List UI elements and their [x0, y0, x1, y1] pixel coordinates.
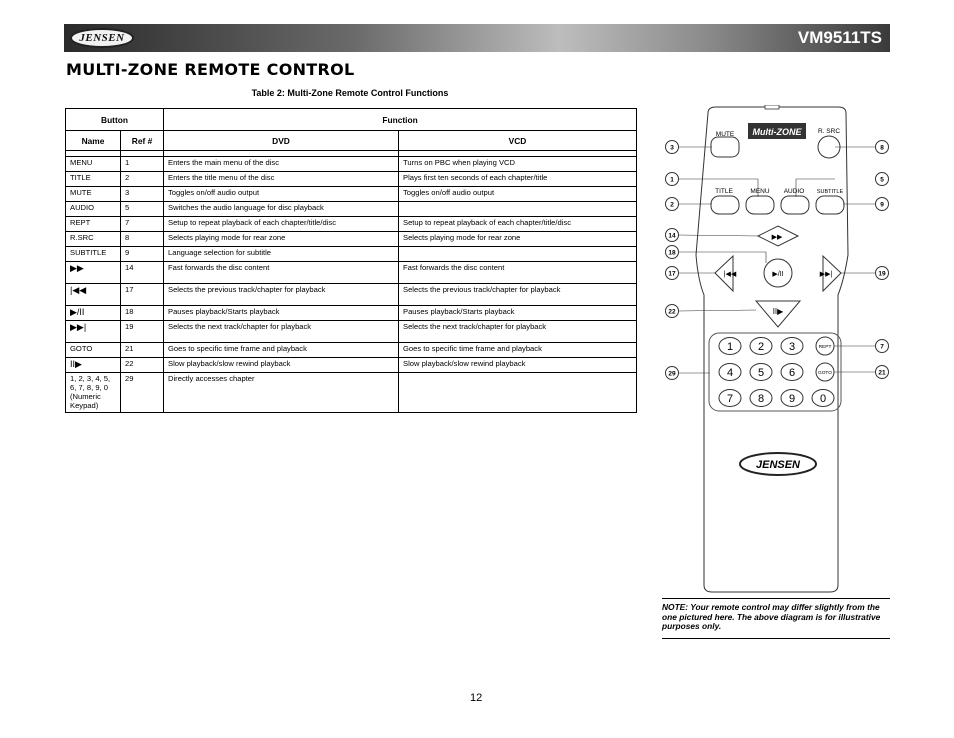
table-row	[66, 284, 637, 306]
remote-logo-text: JENSEN	[755, 459, 801, 471]
functions-table	[65, 108, 637, 413]
remote-diagram	[660, 105, 900, 595]
callout-number: 17	[668, 270, 676, 278]
table-row	[66, 217, 637, 232]
audio-label: AUDIO	[783, 188, 805, 195]
callout-number: 29	[668, 370, 676, 378]
cell-dvd: Setup to repeat playback of each chapter/title/disc	[164, 217, 399, 232]
callout-number: 5	[880, 176, 884, 184]
cell-dvd: Slow playback/slow rewind playback	[164, 358, 399, 373]
cell-vcd: Turns on PBC when playing VCD	[399, 157, 637, 172]
cell-vcd: Goes to specific time frame and playback	[399, 343, 637, 358]
jensen-logo	[70, 28, 134, 48]
cell-dvd: Goes to specific time frame and playback	[164, 343, 399, 358]
cell-vcd: Selects the next track/chapter for playback	[399, 321, 637, 343]
cell-ref: 1	[121, 157, 164, 172]
cell-dvd: Pauses playback/Starts playback	[164, 306, 399, 321]
cell-name: 1, 2, 3, 4, 5, 6, 7, 8, 9, 0 (Numeric Keypad)	[66, 373, 121, 413]
cell-ref: 7	[121, 217, 164, 232]
table-row	[66, 262, 637, 284]
cell-ref: 14	[121, 262, 164, 284]
table-row	[66, 247, 637, 262]
header-bar	[64, 24, 890, 52]
callout-number: 14	[668, 232, 676, 240]
mute-button[interactable]	[711, 137, 739, 157]
cell-dvd: Selects the next track/chapter for playback	[164, 321, 399, 343]
cell-vcd: Setup to repeat playback of each chapter/title/disc	[399, 217, 637, 232]
prev-icon: |◀◀	[723, 271, 737, 278]
rept-label: REPT	[818, 345, 832, 350]
cell-name: AUDIO	[66, 202, 121, 217]
callout-number: 21	[878, 369, 886, 377]
keypad-digit: 6	[788, 367, 796, 379]
cell-dvd: Toggles on/off audio output	[164, 187, 399, 202]
table-caption: Table 2: Multi-Zone Remote Control Functions	[251, 88, 449, 98]
keypad-digit: 3	[788, 341, 796, 353]
cell-vcd: Slow playback/slow rewind playback	[399, 358, 637, 373]
table-row	[66, 321, 637, 343]
cell-ref: 8	[121, 232, 164, 247]
subtitle-label: SUBTITLE	[816, 189, 844, 195]
col-header-name: Name	[66, 131, 121, 151]
cell-vcd: Pauses playback/Starts playback	[399, 306, 637, 321]
cell-ref: 9	[121, 247, 164, 262]
cell-dvd: Enters the title menu of the disc	[164, 172, 399, 187]
cell-name: MUTE	[66, 187, 121, 202]
multizone-label: Multi-ZONE	[752, 127, 802, 137]
group-header-button: Button	[66, 109, 164, 131]
cell-ref: 21	[121, 343, 164, 358]
cell-vcd: Selects the previous track/chapter for playback	[399, 284, 637, 306]
cell-name: ▶▶	[66, 262, 121, 284]
callout-number: 18	[668, 249, 676, 257]
page-number: 12	[470, 692, 483, 704]
cell-dvd: Enters the main menu of the disc	[164, 157, 399, 172]
page-title: MULTI-ZONE REMOTE CONTROL	[66, 60, 355, 79]
callout-number: 2	[670, 201, 674, 209]
logo-text: JENSEN	[79, 32, 125, 44]
keypad-digit: 1	[726, 341, 734, 353]
keypad-digit: 0	[819, 393, 827, 405]
keypad-digit: 8	[757, 393, 765, 405]
cell-dvd: Directly accesses chapter	[164, 373, 399, 413]
keypad-digit: 4	[726, 367, 734, 379]
cell-vcd: Fast forwards the disc content	[399, 262, 637, 284]
cell-ref: 5	[121, 202, 164, 217]
cell-name: SUBTITLE	[66, 247, 121, 262]
col-header-dvd: DVD	[164, 131, 399, 151]
cell-name: TITLE	[66, 172, 121, 187]
cell-ref: 18	[121, 306, 164, 321]
cell-ref: 29	[121, 373, 164, 413]
cell-dvd: Selects playing mode for rear zone	[164, 232, 399, 247]
cell-ref: 3	[121, 187, 164, 202]
slow-icon: II▶	[772, 307, 784, 316]
cell-ref: 19	[121, 321, 164, 343]
cell-name: ▶▶|	[66, 321, 121, 343]
goto-label: GOTO	[817, 371, 833, 376]
callout-number: 8	[880, 144, 884, 152]
next-icon: ▶▶|	[819, 271, 833, 278]
cell-dvd: Switches the audio language for disc playback	[164, 202, 399, 217]
cell-vcd	[399, 373, 637, 413]
cell-ref: 2	[121, 172, 164, 187]
title-button[interactable]	[711, 196, 739, 214]
rsrc-label: R. SRC	[817, 128, 841, 135]
table-row	[66, 373, 637, 413]
table-row	[66, 157, 637, 172]
cell-name: R.SRC	[66, 232, 121, 247]
ir-window	[765, 105, 779, 109]
cell-vcd: Toggles on/off audio output	[399, 187, 637, 202]
cell-name: II▶	[66, 358, 121, 373]
model-name: VM9511TS	[797, 28, 882, 47]
cell-ref: 22	[121, 358, 164, 373]
cell-vcd: Plays first ten seconds of each chapter/title	[399, 172, 637, 187]
col-header-vcd: VCD	[399, 131, 637, 151]
col-header-ref: Ref #	[121, 131, 164, 151]
cell-dvd: Language selection for subtitle	[164, 247, 399, 262]
group-header-function: Function	[164, 109, 637, 131]
play-pause-icon: ▶/II	[772, 271, 784, 278]
cell-dvd: Selects the previous track/chapter for playback	[164, 284, 399, 306]
callout-number: 22	[668, 308, 676, 316]
keypad-digit: 7	[726, 393, 734, 405]
table-row	[66, 187, 637, 202]
table-row	[66, 343, 637, 358]
cell-name: |◀◀	[66, 284, 121, 306]
cell-name: MENU	[66, 157, 121, 172]
callout-number: 7	[880, 343, 884, 351]
callout-number: 3	[670, 144, 674, 152]
table-row	[66, 202, 637, 217]
table-row	[66, 172, 637, 187]
cell-vcd	[399, 202, 637, 217]
subtitle-button[interactable]	[816, 196, 844, 214]
callout-number: 1	[670, 176, 674, 184]
cell-name: REPT	[66, 217, 121, 232]
keypad-digit: 9	[788, 393, 796, 405]
keypad-digit: 5	[757, 367, 765, 379]
mute-label: MUTE	[715, 131, 735, 138]
menu-label: MENU	[750, 188, 770, 195]
menu-button[interactable]	[746, 196, 774, 214]
callout-number: 9	[880, 201, 884, 209]
table-row	[66, 232, 637, 247]
audio-button[interactable]	[781, 196, 809, 214]
ff-icon: ▶▶	[771, 234, 783, 241]
cell-dvd: Fast forwards the disc content	[164, 262, 399, 284]
title-label: TITLE	[715, 188, 733, 195]
table-row	[66, 306, 637, 321]
keypad-digit: 2	[757, 341, 765, 353]
cell-name: ▶/II	[66, 306, 121, 321]
table-row	[66, 358, 637, 373]
cell-ref: 17	[121, 284, 164, 306]
callout-number: 19	[878, 270, 886, 278]
disclaimer-note: NOTE: Your remote control may differ slightly from the one pictured here. The above diagram is for illustrative purposes only.	[662, 598, 890, 639]
cell-vcd	[399, 247, 637, 262]
cell-vcd: Selects playing mode for rear zone	[399, 232, 637, 247]
cell-name: GOTO	[66, 343, 121, 358]
